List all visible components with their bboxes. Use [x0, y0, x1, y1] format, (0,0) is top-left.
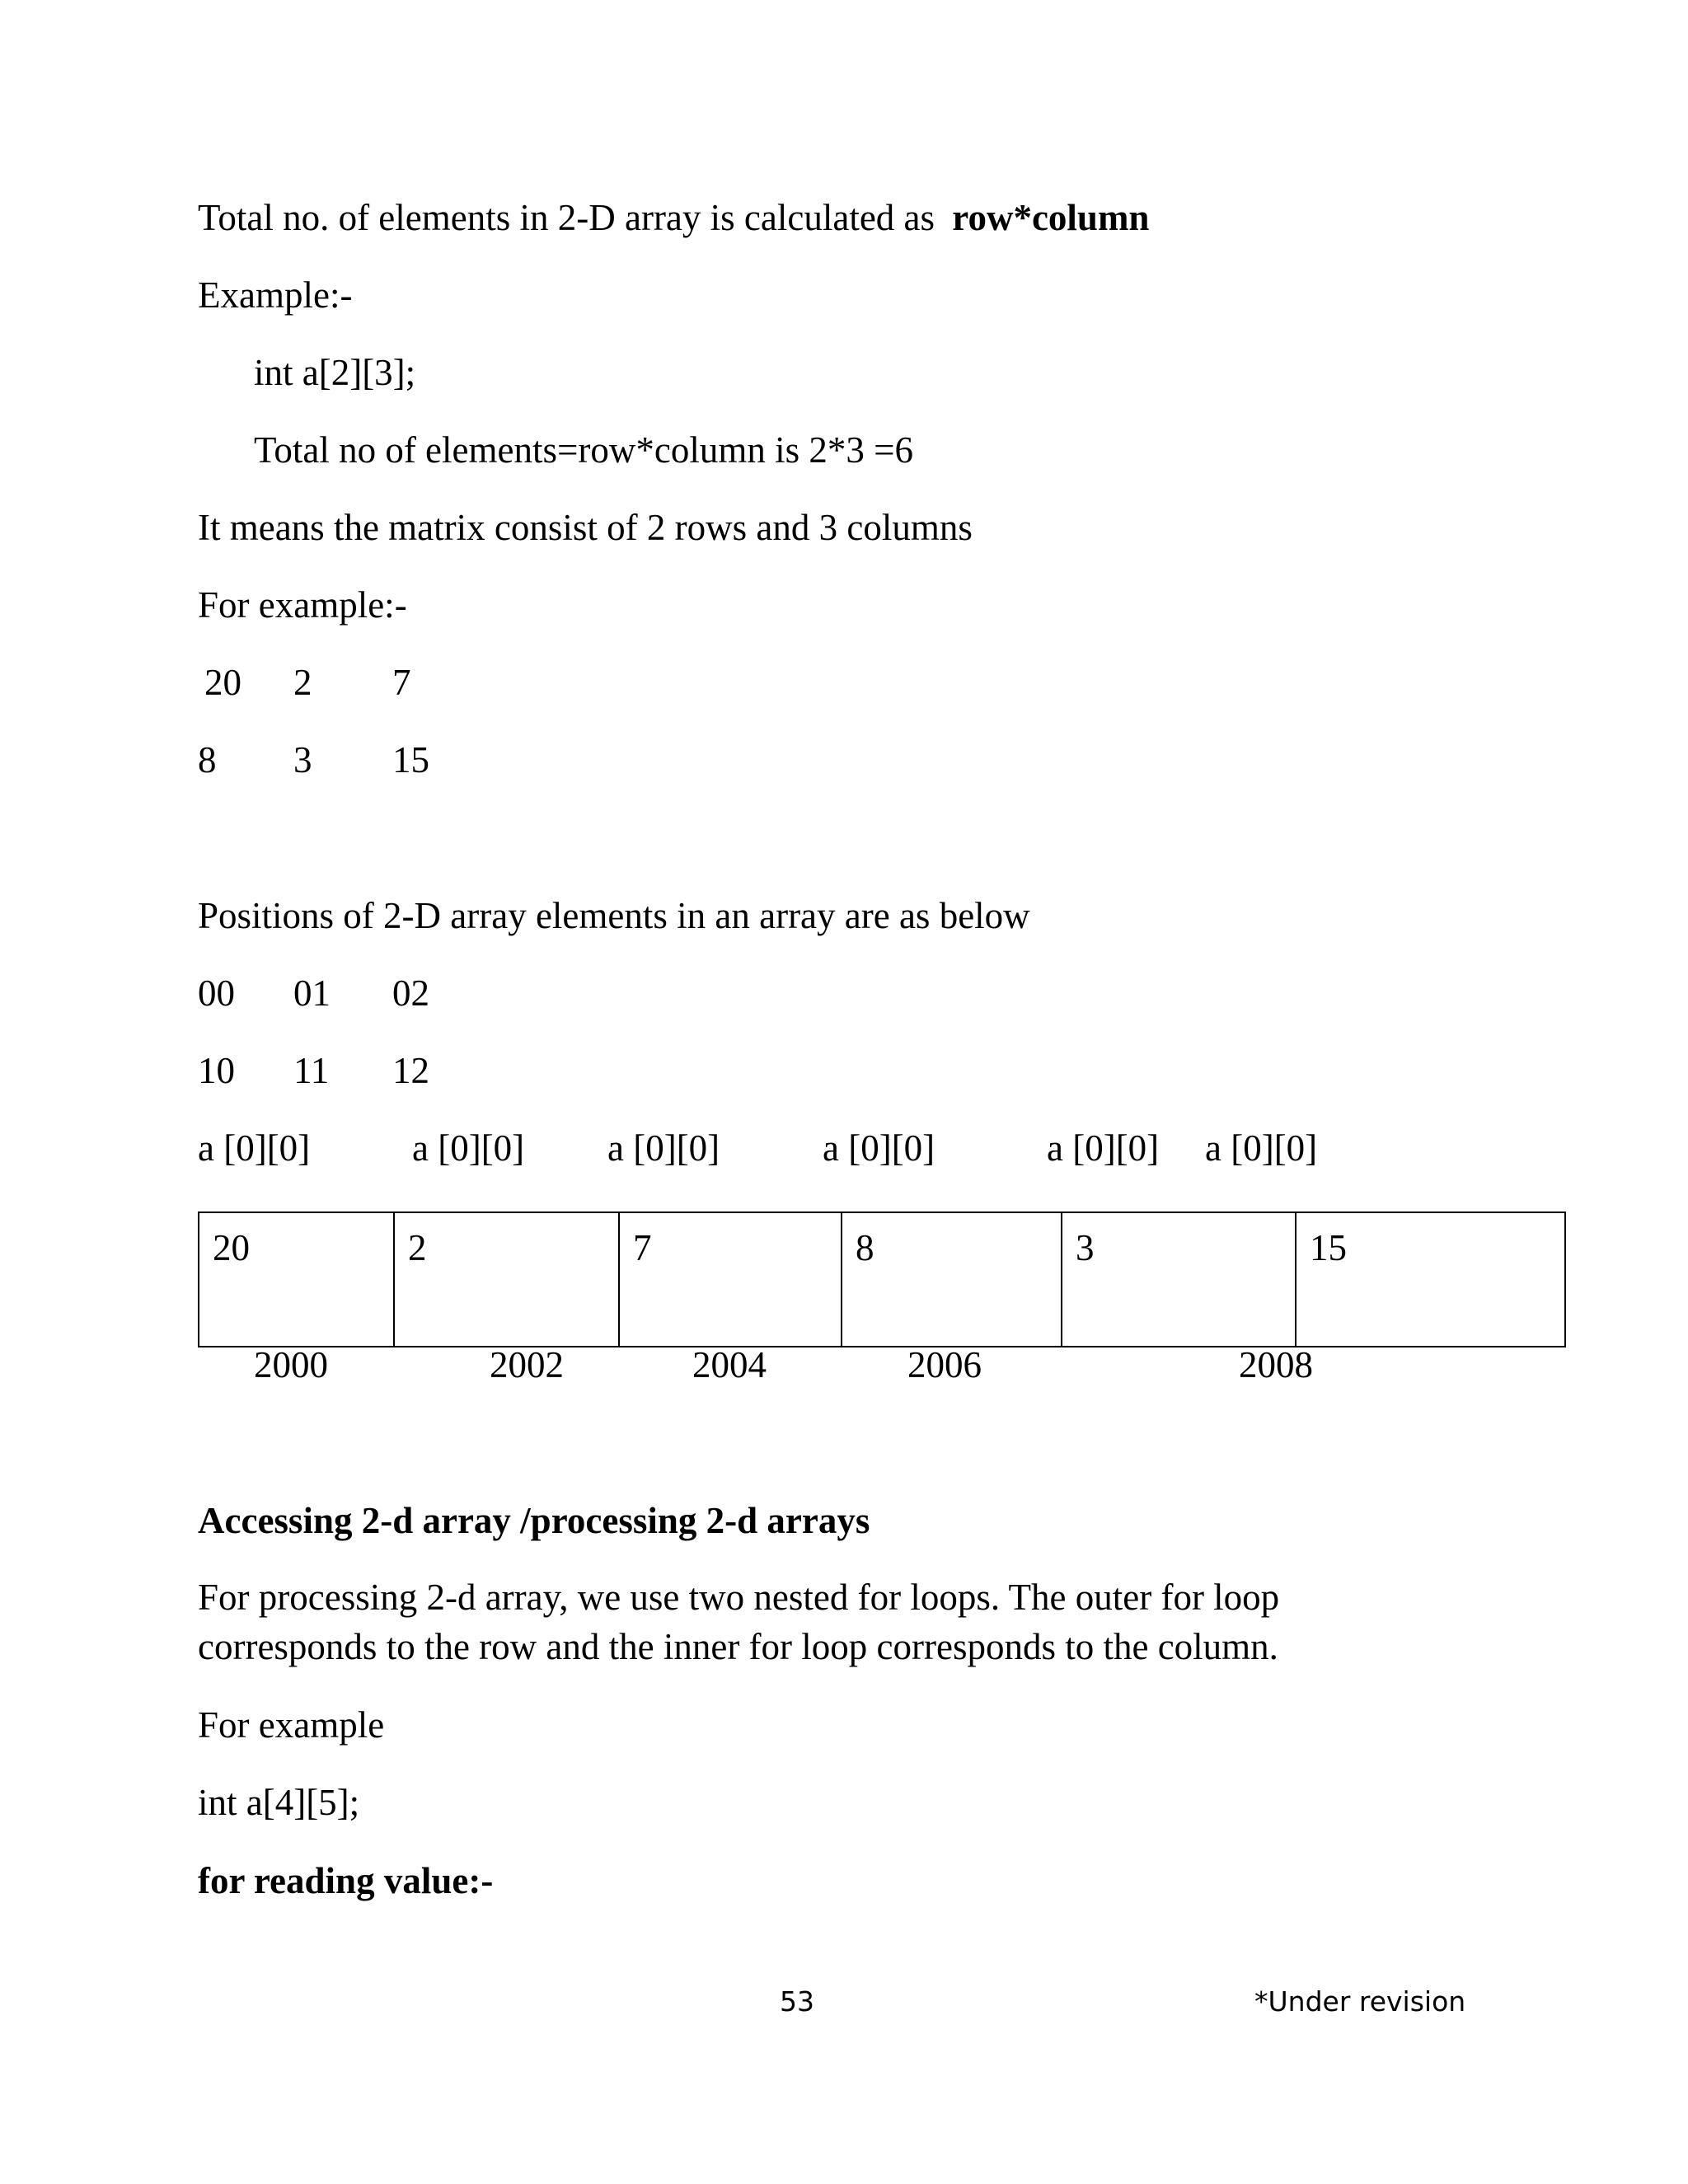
for-example-label-2: For example — [198, 1704, 385, 1746]
reading-heading: for reading value:- — [198, 1860, 494, 1901]
processing-paragraph — [198, 1572, 1279, 1671]
memory-cell — [620, 1213, 842, 1346]
memory-cell — [199, 1213, 395, 1346]
example-label: Example:- — [198, 274, 353, 316]
memory-cell-value: 15 — [1310, 1227, 1347, 1268]
memory-address: 2006 — [907, 1344, 982, 1385]
memory-label: a [0][0] — [1047, 1127, 1160, 1169]
processing-line: For processing 2-d array, we use two nested for loops. The outer for loop — [198, 1577, 1280, 1618]
memory-label: a [0][0] — [607, 1127, 720, 1169]
memory-label: a [0][0] — [412, 1127, 525, 1169]
matrix-cell: 2 — [293, 662, 312, 703]
position-cell: 02 — [392, 972, 429, 1014]
matrix-cell: 8 — [198, 739, 217, 780]
position-cell: 10 — [198, 1050, 235, 1091]
matrix-cell: 20 — [204, 662, 241, 703]
memory-label: a [0][0] — [1205, 1127, 1318, 1169]
memory-address: 2002 — [490, 1344, 564, 1385]
total-elements-line: Total no of elements=row*column is 2*3 =6 — [254, 429, 913, 471]
meaning-line: It means the matrix consist of 2 rows and 3 columns — [198, 507, 973, 548]
intro-formula: row*column — [952, 197, 1150, 238]
position-cell: 11 — [293, 1050, 330, 1091]
memory-cell-value: 2 — [408, 1227, 427, 1268]
memory-address: 2000 — [254, 1344, 328, 1385]
memory-label: a [0][0] — [198, 1127, 311, 1169]
memory-cell — [1062, 1213, 1296, 1346]
memory-address: 2008 — [1239, 1344, 1313, 1385]
revision-note: *Under revision — [1254, 1985, 1466, 2018]
memory-cell-value: 3 — [1076, 1227, 1095, 1268]
matrix-cell: 15 — [392, 739, 429, 780]
intro-line — [198, 199, 1149, 237]
accessing-heading: Accessing 2-d array /processing 2-d arrays — [198, 1500, 870, 1541]
processing-line: corresponds to the row and the inner for loop corresponds to the column. — [198, 1626, 1278, 1667]
positions-heading: Positions of 2-D array elements in an array are as below — [198, 895, 1030, 936]
position-cell: 12 — [392, 1050, 429, 1091]
position-cell: 01 — [293, 972, 331, 1014]
matrix-cell: 7 — [392, 662, 411, 703]
memory-cell — [842, 1213, 1062, 1346]
page-number: 53 — [780, 1985, 814, 2018]
memory-cell-value: 8 — [856, 1227, 874, 1268]
memory-layout-table — [198, 1212, 1566, 1347]
intro-text: Total no. of elements in 2-D array is calculated as — [198, 197, 945, 238]
matrix-cell: 3 — [293, 739, 312, 780]
memory-label: a [0][0] — [823, 1127, 935, 1169]
memory-cell-value: 20 — [213, 1227, 250, 1268]
position-cell: 00 — [198, 972, 235, 1014]
memory-cell-value: 7 — [633, 1227, 652, 1268]
memory-cell — [395, 1213, 620, 1346]
declaration-2: int a[4][5]; — [198, 1782, 360, 1823]
for-example-label: For example:- — [198, 584, 407, 626]
memory-address: 2004 — [692, 1344, 767, 1385]
declaration: int a[2][3]; — [254, 352, 416, 393]
memory-cell — [1296, 1213, 1564, 1346]
